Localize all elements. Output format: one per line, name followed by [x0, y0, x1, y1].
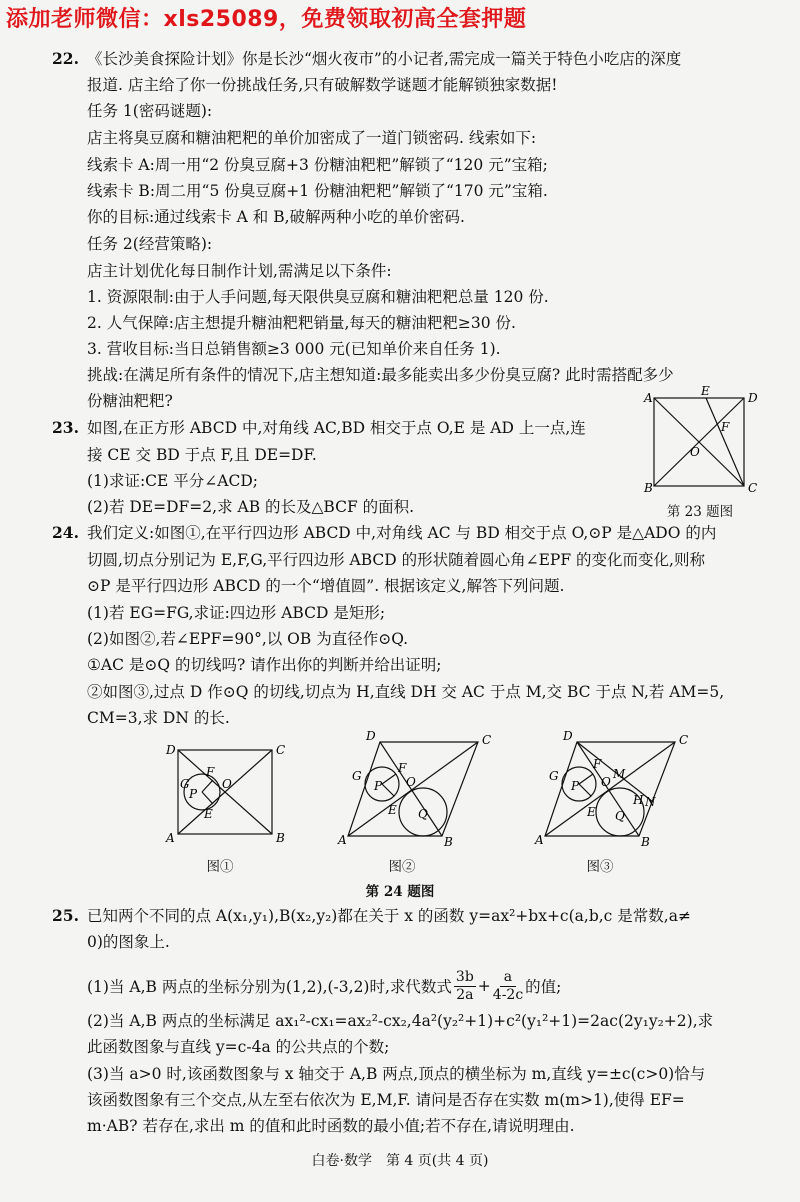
- q25-line: 0)的图象上.: [87, 933, 170, 951]
- svg-text:D: D: [563, 729, 573, 743]
- svg-text:O: O: [601, 775, 611, 789]
- q25-line: 已知两个不同的点 A(x₁,y₁),B(x₂,y₂)都在关于 x 的函数 y=ax²+bx+c(a,b,c 是常数,a≠: [87, 907, 691, 925]
- svg-text:F: F: [398, 761, 407, 775]
- svg-text:B: B: [276, 831, 285, 845]
- svg-text:C: C: [748, 481, 758, 495]
- q25-part1: [87, 966, 561, 1006]
- q25-part1-tail: 的值;: [525, 978, 562, 996]
- q24-line: 我们定义:如图①,在平行四边形 ABCD 中,对角线 AC 与 BD 相交于点 O,⊙P 是△ADO 的内: [87, 524, 717, 542]
- q24-line: (1)若 EG=FG,求证:四边形 ABCD 是矩形;: [87, 604, 386, 622]
- svg-text:M: M: [613, 767, 626, 781]
- fraction-3b-2a: [454, 969, 476, 1004]
- q24-fig-label-2: 图②: [388, 859, 416, 875]
- q24-line: CM=3,求 DN 的长.: [87, 709, 230, 727]
- svg-text:D: D: [366, 729, 376, 743]
- q22-line: 店主将臭豆腐和糖油粑粑的单价加密成了一道门锁密码. 线索如下:: [87, 129, 537, 147]
- q25-line: m·AB? 若存在,求出 m 的值和此时函数的最小值;若不存在,请说明理由.: [87, 1117, 575, 1135]
- q24-fig-label-1: 图①: [206, 859, 234, 875]
- q22-line: 报道. 店主给了你一份挑战任务,只有破解数学谜题才能解锁独家数据!: [87, 76, 558, 94]
- svg-text:P: P: [374, 779, 383, 793]
- q22-line: 2. 人气保障:店主想提升糖油粑粑销量,每天的糖油粑粑≥30 份.: [87, 314, 516, 332]
- svg-text:E: E: [388, 803, 397, 817]
- q22-line: 份糖油粑粑?: [87, 392, 173, 410]
- q22-number: 22.: [52, 49, 79, 68]
- svg-text:A: A: [338, 833, 347, 847]
- fraction-denominator: 4-2c: [492, 986, 524, 1003]
- fraction-numerator: a: [500, 969, 516, 987]
- plus-sign: +: [477, 977, 491, 995]
- q22-line: 线索卡 A:周一用“2 份臭豆腐+3 份糖油粑粑”解锁了“120 元”宝箱;: [87, 156, 548, 174]
- q23-square-figure: [640, 384, 760, 496]
- q24-line: ①AC 是⊙Q 的切线吗? 请作出你的判断并给出证明;: [87, 656, 442, 674]
- svg-text:Q: Q: [418, 807, 428, 821]
- svg-text:A: A: [644, 391, 653, 405]
- q24-line: ②如图③,过点 D 作⊙Q 的切线,切点为 H,直线 DH 交 AC 于点 M,交 BC 于点 N,若 AM=5,: [87, 683, 725, 701]
- q23-number: 23.: [52, 418, 79, 437]
- svg-text:B: B: [641, 835, 650, 849]
- q24-figure-1: [160, 738, 290, 853]
- svg-text:F: F: [721, 420, 730, 434]
- svg-text:O: O: [690, 445, 700, 459]
- q24-number: 24.: [52, 523, 79, 542]
- q24-figure-caption: 第 24 题图: [365, 884, 435, 900]
- q24-figure-2: [338, 728, 492, 853]
- svg-text:A: A: [535, 833, 544, 847]
- svg-text:P: P: [571, 779, 580, 793]
- q25-line: 此函数图象与直线 y=c-4a 的公共点的个数;: [87, 1038, 390, 1056]
- q23-figure-caption: 第 23 题图: [666, 504, 734, 520]
- q22-line: 3. 营收目标:当日总销售额≥3 000 元(已知单价来自任务 1).: [87, 340, 501, 358]
- q22-line: 挑战:在满足所有条件的情况下,店主想知道:最多能卖出多少份臭豆腐? 此时需搭配多少: [87, 366, 674, 384]
- svg-text:H: H: [633, 793, 644, 807]
- svg-text:B: B: [444, 835, 453, 849]
- svg-text:Q: Q: [615, 809, 625, 823]
- svg-text:E: E: [204, 807, 213, 821]
- fraction-a-4-2c: [493, 969, 523, 1004]
- q25-line: (3)当 a>0 时,该函数图象与 x 轴交于 A,B 两点,顶点的横坐标为 m,直线 y=±c(c>0)恰与: [87, 1065, 706, 1083]
- svg-text:P: P: [189, 787, 198, 801]
- q22-line: 你的目标:通过线索卡 A 和 B,破解两种小吃的单价密码.: [87, 208, 465, 226]
- page-footer: 白卷·数学 第 4 页(共 4 页): [311, 1153, 489, 1169]
- q24-fig-label-3: 图③: [586, 859, 614, 875]
- q24-line: ⊙P 是平行四边形 ABCD 的一个“增值圆”. 根据该定义,解答下列问题.: [87, 577, 565, 595]
- q24-figure-3: [535, 728, 689, 853]
- svg-text:G: G: [352, 769, 362, 783]
- svg-text:D: D: [166, 743, 176, 757]
- svg-text:C: C: [482, 733, 492, 747]
- q25-part1-text: (1)当 A,B 两点的坐标分别为(1,2),(-3,2)时,求代数式: [87, 978, 452, 996]
- q25-line: (2)当 A,B 两点的坐标满足 ax₁²-cx₁=ax₂²-cx₂,4a²(y₂²+1)+c²(y₁²+1)=2ac(2y₁y₂+2),求: [87, 1012, 714, 1030]
- q23-line: (2)若 DE=DF=2,求 AB 的长及△BCF 的面积.: [87, 498, 415, 516]
- svg-text:F: F: [206, 765, 215, 779]
- q22-line: 线索卡 B:周二用“5 份臭豆腐+1 份糖油粑粑”解锁了“170 元”宝箱.: [87, 182, 548, 200]
- svg-text:E: E: [587, 805, 596, 819]
- svg-text:O: O: [406, 775, 416, 789]
- q22-line: 任务 1(密码谜题):: [87, 102, 213, 120]
- svg-text:C: C: [276, 743, 286, 757]
- q25-number: 25.: [52, 906, 79, 925]
- q22-line: 1. 资源限制:由于人手问题,每天限供臭豆腐和糖油粑粑总量 120 份.: [87, 288, 549, 306]
- svg-text:B: B: [644, 481, 653, 495]
- svg-text:A: A: [166, 831, 175, 845]
- q24-line: 切圆,切点分别记为 E,F,G,平行四边形 ABCD 的形状随着圆心角∠EPF 的变化而变化,则称: [87, 551, 705, 569]
- svg-text:E: E: [701, 384, 710, 398]
- q22-line: 店主计划优化每日制作计划,需满足以下条件:: [87, 262, 392, 280]
- svg-text:O: O: [222, 777, 232, 791]
- q23-line: (1)求证:CE 平分∠ACD;: [87, 472, 258, 490]
- svg-text:F: F: [593, 757, 602, 771]
- q25-line: 该函数图象有三个交点,从左至右依次为 E,M,F. 请问是否存在实数 m(m>1),使得 EF=: [87, 1091, 685, 1109]
- q22-line: 《长沙美食探险计划》你是长沙“烟火夜市”的小记者,需完成一篇关于特色小吃店的深度: [87, 50, 682, 68]
- q22-line: 任务 2(经营策略):: [87, 235, 213, 253]
- q23-line: 如图,在正方形 ABCD 中,对角线 AC,BD 相交于点 O,E 是 AD 上一点,连: [87, 419, 586, 437]
- svg-text:G: G: [180, 777, 190, 791]
- svg-text:G: G: [549, 769, 559, 783]
- svg-text:D: D: [748, 391, 758, 405]
- fraction-numerator: 3b: [455, 968, 474, 985]
- q23-line: 接 CE 交 BD 于点 F,且 DE=DF.: [87, 446, 317, 464]
- svg-text:C: C: [679, 733, 689, 747]
- promo-banner: 添加老师微信：xls25089，免费领取初高全套押题: [6, 7, 527, 32]
- fraction-denominator: 2a: [456, 986, 474, 1003]
- svg-text:N: N: [645, 795, 656, 809]
- q24-line: (2)如图②,若∠EPF=90°,以 OB 为直径作⊙Q.: [87, 630, 409, 648]
